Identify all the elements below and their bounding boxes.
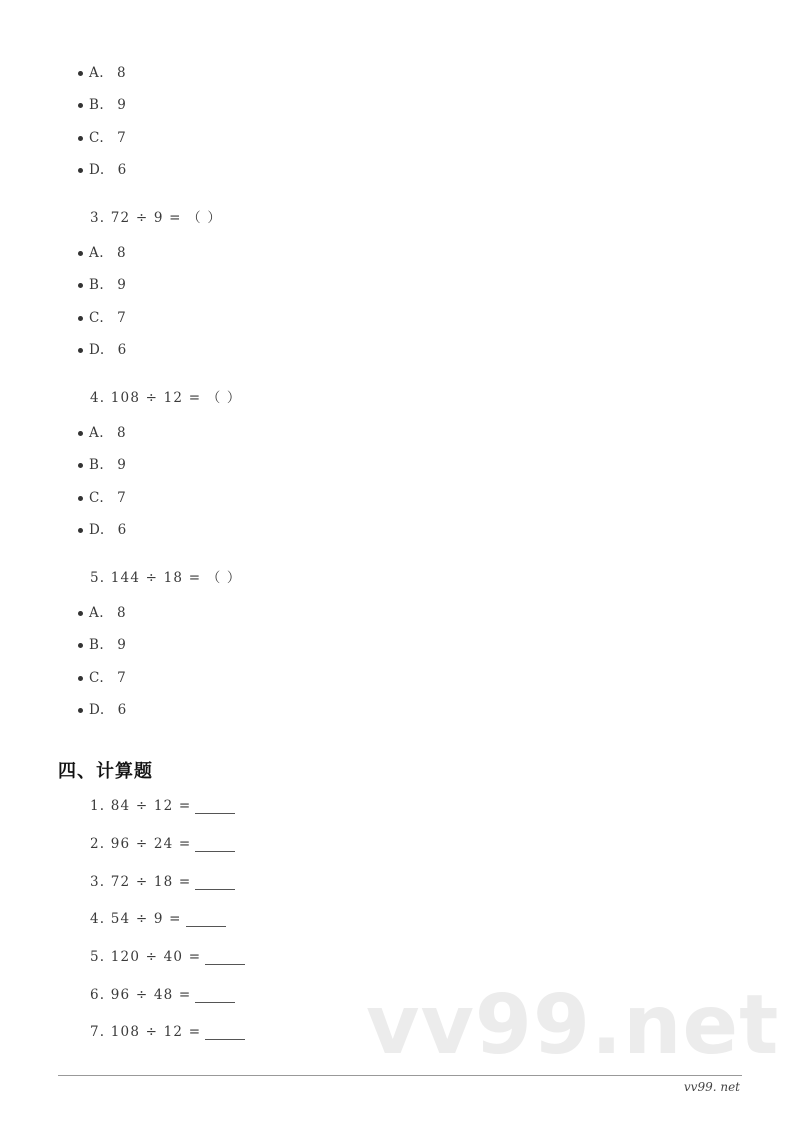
option-key: C. (89, 669, 105, 686)
bullet-icon (78, 708, 83, 713)
options-list-q2 (78, 57, 126, 186)
bullet-icon (78, 283, 83, 288)
section-title: 四、计算题 (58, 761, 153, 782)
answer-blank (195, 988, 235, 1003)
option-b (78, 269, 126, 301)
calc-text: 3. 72 ÷ 18 = (90, 874, 192, 890)
options-list-q3 (78, 237, 126, 366)
bullet-icon (78, 168, 83, 173)
option-value: 7 (117, 309, 126, 326)
calc-text: 6. 96 ÷ 48 = (90, 987, 192, 1003)
option-value: 8 (117, 245, 126, 262)
option-value: 9 (117, 637, 126, 654)
bullet-icon (78, 676, 83, 681)
bullet-icon (78, 136, 83, 141)
bullet-icon (78, 348, 83, 353)
option-value: 7 (117, 489, 126, 506)
option-key: A. (89, 65, 105, 82)
bullet-icon (78, 528, 83, 533)
calc-text: 2. 96 ÷ 24 = (90, 836, 192, 852)
option-a (78, 237, 126, 269)
answer-blank (186, 912, 226, 927)
bullet-icon (78, 316, 83, 321)
option-key: B. (89, 277, 105, 294)
option-key: A. (89, 245, 105, 262)
option-d (78, 154, 126, 186)
bullet-icon (78, 251, 83, 256)
bullet-icon (78, 496, 83, 501)
calc-text: 5. 120 ÷ 40 = (90, 949, 202, 965)
option-value: 8 (117, 425, 126, 442)
option-value: 6 (117, 702, 127, 719)
option-c (78, 662, 126, 694)
option-key: B. (89, 637, 105, 654)
bullet-icon (78, 431, 83, 436)
option-d (78, 694, 126, 726)
calc-text: 7. 108 ÷ 12 = (90, 1024, 202, 1040)
answer-blank (205, 1025, 245, 1040)
option-value: 9 (117, 277, 126, 294)
option-key: D. (89, 342, 105, 359)
question-5: 5. 144 ÷ 18 = （ ） (90, 570, 242, 586)
option-key: A. (89, 425, 105, 442)
answer-blank (195, 799, 235, 814)
bullet-icon (78, 71, 83, 76)
calc-text: 1. 84 ÷ 12 = (90, 798, 192, 814)
option-value: 8 (117, 605, 126, 622)
footer-site-label: vv99. net (683, 1080, 740, 1094)
calc-item-5 (90, 949, 245, 965)
bullet-icon (78, 643, 83, 648)
option-key: D. (89, 162, 105, 179)
bullet-icon (78, 611, 83, 616)
calc-item-6 (90, 987, 235, 1003)
option-a (78, 597, 126, 629)
answer-blank (195, 875, 235, 890)
option-key: D. (89, 702, 105, 719)
option-key: A. (89, 605, 105, 622)
bullet-icon (78, 103, 83, 108)
options-list-q4 (78, 417, 126, 546)
calc-item-1 (90, 798, 235, 814)
option-key: C. (89, 129, 105, 146)
option-key: D. (89, 522, 105, 539)
option-b (78, 629, 126, 661)
footer-divider (58, 1075, 742, 1076)
calc-text: 4. 54 ÷ 9 = (90, 911, 182, 927)
option-value: 6 (117, 162, 127, 179)
option-c (78, 482, 126, 514)
option-value: 9 (117, 97, 126, 114)
watermark: vv99.net (366, 978, 780, 1073)
option-c (78, 302, 126, 334)
answer-blank (205, 950, 245, 965)
calc-item-4 (90, 911, 226, 927)
option-key: B. (89, 457, 105, 474)
option-value: 6 (117, 522, 127, 539)
option-value: 8 (117, 65, 126, 82)
option-d (78, 334, 126, 366)
option-d (78, 514, 126, 546)
option-key: C. (89, 489, 105, 506)
option-c (78, 122, 126, 154)
calc-item-3 (90, 874, 235, 890)
option-value: 9 (117, 457, 126, 474)
option-b (78, 449, 126, 481)
option-a (78, 57, 126, 89)
options-list-q5 (78, 597, 126, 726)
answer-blank (195, 837, 235, 852)
option-value: 6 (117, 342, 127, 359)
option-a (78, 417, 126, 449)
option-b (78, 89, 126, 121)
option-key: B. (89, 97, 105, 114)
option-value: 7 (117, 129, 126, 146)
calc-item-7 (90, 1024, 245, 1040)
question-3: 3. 72 ÷ 9 = （ ） (90, 210, 223, 226)
bullet-icon (78, 463, 83, 468)
calc-item-2 (90, 836, 235, 852)
option-value: 7 (117, 669, 126, 686)
option-key: C. (89, 309, 105, 326)
question-4: 4. 108 ÷ 12 = （ ） (90, 390, 242, 406)
